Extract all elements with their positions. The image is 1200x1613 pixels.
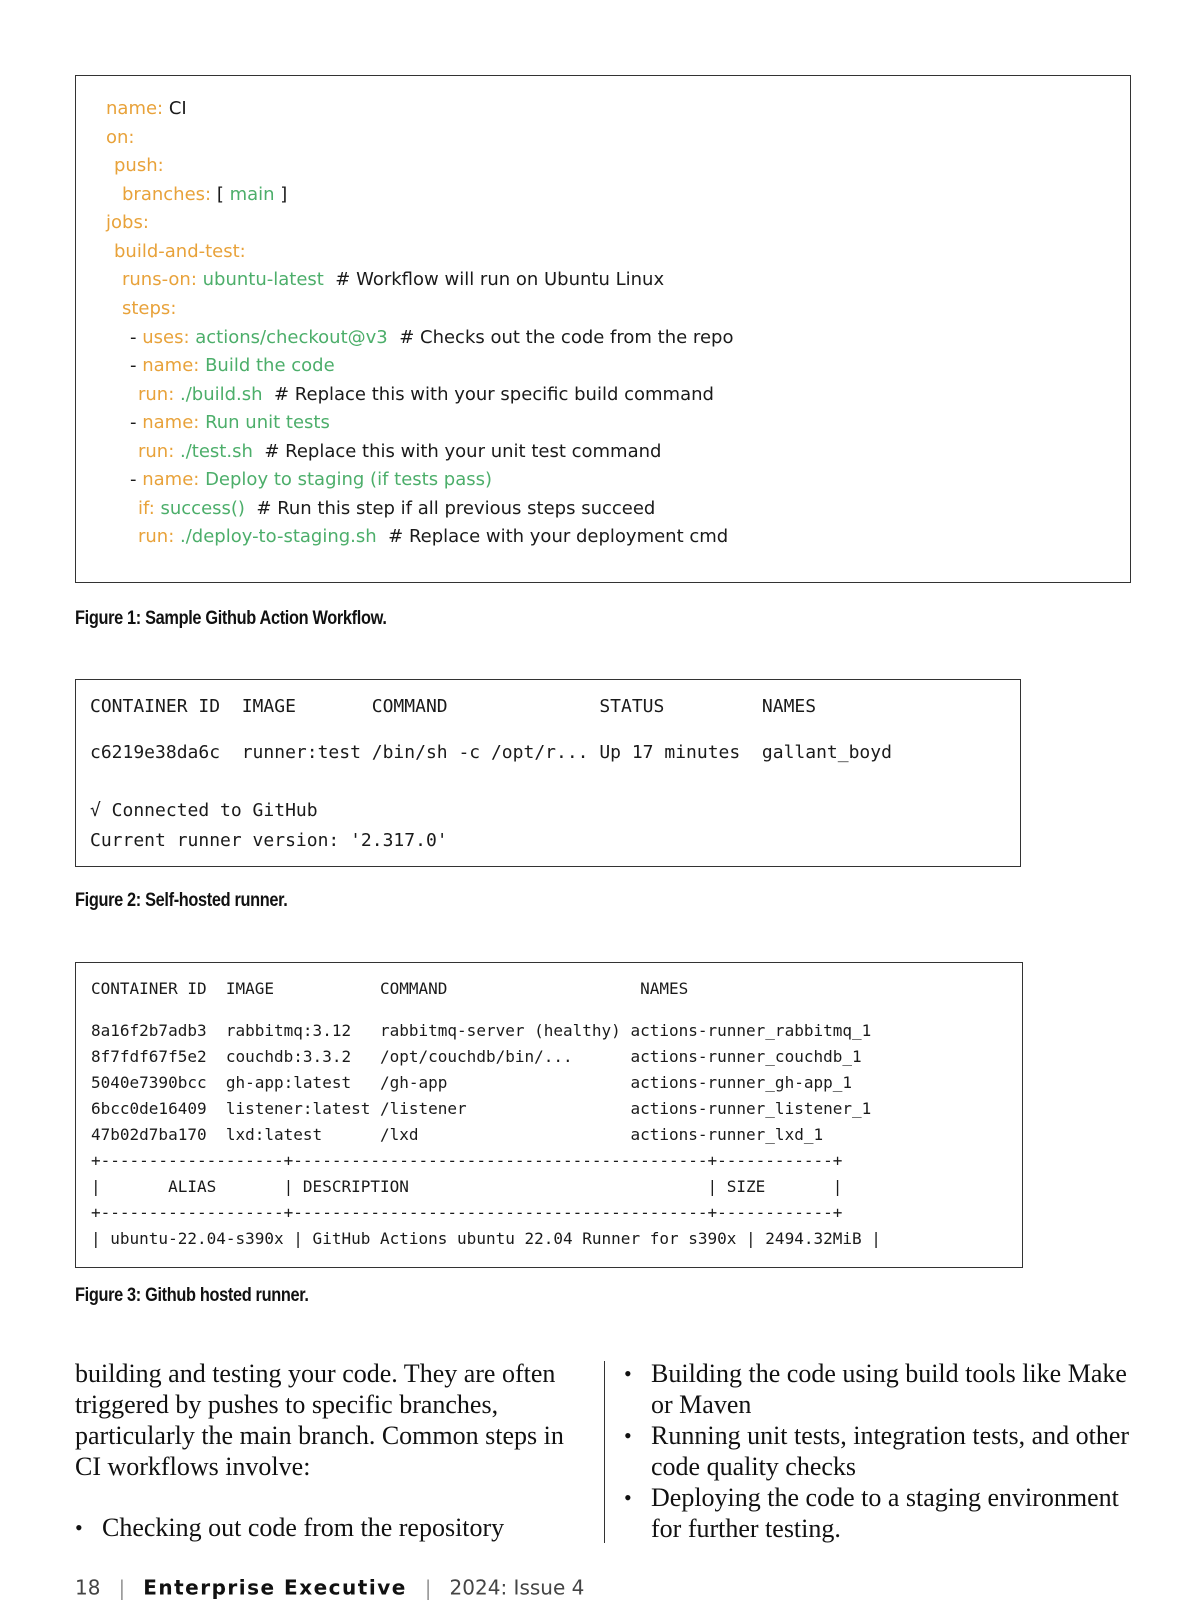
yaml-token: ] xyxy=(274,184,288,205)
fig3-row: 6bcc0de16409 listener:latest /listener actions-runner_listener_1 xyxy=(91,1099,872,1118)
yaml-token: - xyxy=(130,469,143,490)
yaml-token: on: xyxy=(106,127,135,148)
fig3-table-border-top: +-------------------+-------------------------------------------+------------+ xyxy=(91,1151,843,1170)
yaml-token: # Checks out the code from the repo xyxy=(387,327,734,348)
yaml-line xyxy=(138,384,714,406)
yaml-token: - xyxy=(130,327,143,348)
yaml-token: Deploy to staging (if tests pass) xyxy=(199,469,493,490)
yaml-line xyxy=(138,526,728,548)
fig2-version-line: Current runner version: '2.317.0' xyxy=(90,830,448,851)
right-bullet-list xyxy=(624,1358,1144,1544)
yaml-line xyxy=(130,412,330,434)
yaml-token: name: xyxy=(106,98,164,119)
yaml-token: runs-on: xyxy=(122,269,197,290)
yaml-token: ./deploy-to-staging.sh xyxy=(174,526,377,547)
yaml-token: name: xyxy=(142,412,200,433)
yaml-line xyxy=(114,155,164,177)
left-bullet-list xyxy=(75,1512,595,1543)
yaml-token: name: xyxy=(142,469,200,490)
yaml-token: # Run this step if all previous steps succeed xyxy=(244,498,656,519)
bullet-item: • Deploying the code to a staging environment for further testing. xyxy=(624,1482,1144,1544)
yaml-token: uses: xyxy=(142,327,190,348)
yaml-token: - xyxy=(130,412,143,433)
yaml-line xyxy=(122,298,176,320)
yaml-line xyxy=(130,327,733,349)
fig3-row: 8f7fdf67f5e2 couchdb:3.3.2 /opt/couchdb/bin/... actions-runner_couchdb_1 xyxy=(91,1047,862,1066)
yaml-token: # Replace this with your unit test command xyxy=(252,441,662,462)
yaml-token: CI xyxy=(163,98,187,119)
body-left-column xyxy=(75,1358,595,1543)
figure-2-caption: Figure 2: Self-hosted runner. xyxy=(75,890,288,911)
yaml-token: run: xyxy=(138,526,175,547)
yaml-token: run: xyxy=(138,441,175,462)
yaml-token: branches: xyxy=(122,184,212,205)
figure-2-terminal-box xyxy=(75,679,1021,867)
yaml-token: build-and-test: xyxy=(114,241,246,262)
yaml-line xyxy=(122,269,664,291)
yaml-token: Build the code xyxy=(199,355,335,376)
yaml-token: # Replace with your deployment cmd xyxy=(376,526,729,547)
fig3-row: 5040e7390bcc gh-app:latest /gh-app actions-runner_gh-app_1 xyxy=(91,1073,852,1092)
yaml-token: # Replace this with your specific build command xyxy=(262,384,714,405)
yaml-token: if: xyxy=(138,498,155,519)
figure-1-code-box xyxy=(75,75,1131,583)
yaml-line xyxy=(138,498,655,520)
fig3-table-header: | ALIAS | DESCRIPTION | SIZE | xyxy=(91,1177,843,1196)
fig3-table-border-mid: +-------------------+-------------------------------------------+------------+ xyxy=(91,1203,843,1222)
yaml-token: # Workflow will run on Ubuntu Linux xyxy=(323,269,665,290)
yaml-token: ./build.sh xyxy=(174,384,263,405)
yaml-token: steps: xyxy=(122,298,177,319)
body-right-column xyxy=(624,1358,1144,1544)
yaml-token: [ xyxy=(211,184,230,205)
yaml-line xyxy=(106,98,187,120)
bullet-item: • Checking out code from the repository xyxy=(75,1512,595,1543)
fig3-header: CONTAINER ID IMAGE COMMAND NAMES xyxy=(91,979,689,998)
page-footer xyxy=(75,1574,584,1600)
yaml-token: Run unit tests xyxy=(199,412,330,433)
yaml-token: push: xyxy=(114,155,164,176)
bullet-item: • Building the code using build tools like Make or Maven xyxy=(624,1358,1144,1420)
yaml-token: actions/checkout@v3 xyxy=(189,327,388,348)
fig2-container-row: c6219e38da6c runner:test /bin/sh -c /opt/r... Up 17 minutes gallant_boyd xyxy=(90,742,892,763)
yaml-line xyxy=(122,184,287,206)
issue-label: 2024: Issue 4 xyxy=(449,1575,585,1600)
yaml-line xyxy=(106,127,135,149)
fig2-connected-line: √ Connected to GitHub xyxy=(90,800,318,821)
yaml-token: - xyxy=(130,355,143,376)
yaml-line xyxy=(130,355,335,377)
publication-name: Enterprise Executive xyxy=(143,1575,407,1600)
body-paragraph: building and testing your code. They are often triggered by pushes to specific branches, particularly the main branch. Common steps in CI workflows involve: xyxy=(75,1359,564,1481)
yaml-token: name: xyxy=(142,355,200,376)
footer-separator: | xyxy=(424,1575,432,1600)
yaml-line xyxy=(106,212,149,234)
yaml-line xyxy=(114,241,246,263)
figure-3-caption: Figure 3: Github hosted runner. xyxy=(75,1285,309,1306)
yaml-token: jobs: xyxy=(106,212,149,233)
fig3-table-row: | ubuntu-22.04-s390x | GitHub Actions ubuntu 22.04 Runner for s390x | 2494.32MiB | xyxy=(91,1229,881,1248)
fig3-row: 47b02d7ba170 lxd:latest /lxd actions-runner_lxd_1 xyxy=(91,1125,824,1144)
fig3-row: 8a16f2b7adb3 rabbitmq:3.12 rabbitmq-server (healthy) actions-runner_rabbitmq_1 xyxy=(91,1021,872,1040)
yaml-line xyxy=(130,469,492,491)
yaml-token: ./test.sh xyxy=(174,441,253,462)
yaml-line xyxy=(138,441,661,463)
bullet-item: • Running unit tests, integration tests, and other code quality checks xyxy=(624,1420,1144,1482)
yaml-token: run: xyxy=(138,384,175,405)
figure-3-terminal-box xyxy=(75,962,1023,1268)
yaml-token: ubuntu-latest xyxy=(196,269,324,290)
yaml-token: main xyxy=(229,184,275,205)
column-divider xyxy=(604,1361,605,1543)
page-number: 18 xyxy=(75,1575,101,1600)
yaml-token: success() xyxy=(154,498,245,519)
fig2-header: CONTAINER ID IMAGE COMMAND STATUS NAMES xyxy=(90,696,817,717)
figure-1-caption: Figure 1: Sample Github Action Workflow. xyxy=(75,608,387,629)
footer-separator: | xyxy=(118,1575,126,1600)
